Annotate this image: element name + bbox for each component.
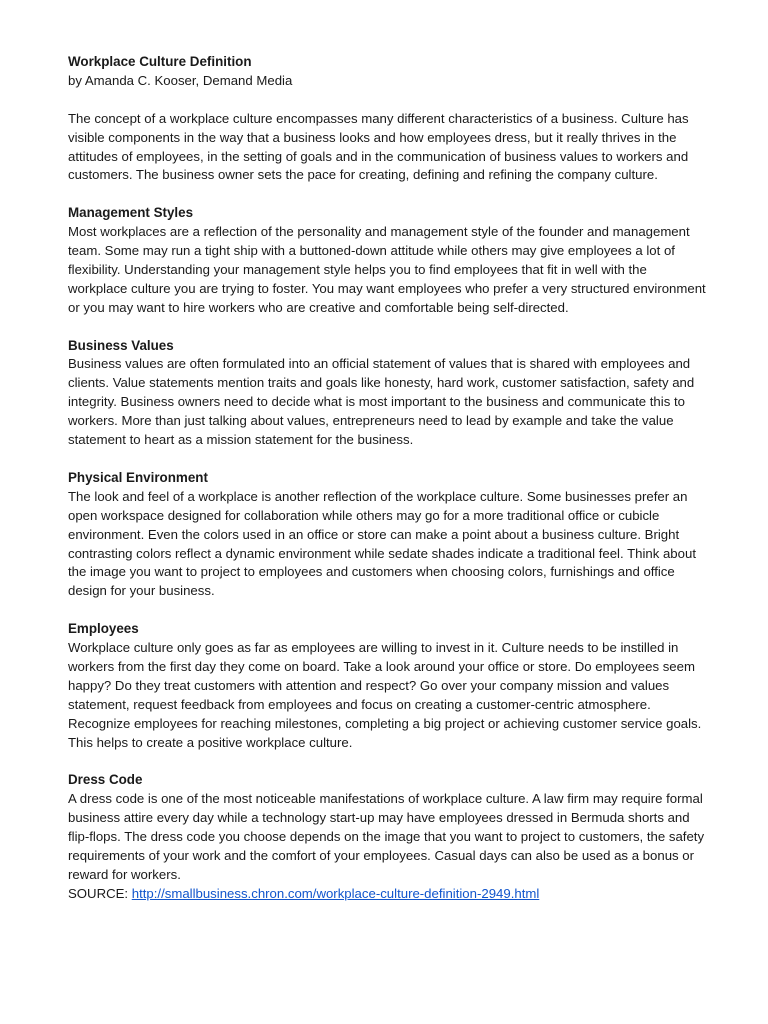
section-heading: Management Styles bbox=[68, 205, 194, 221]
document-byline: by Amanda C. Kooser, Demand Media bbox=[68, 72, 293, 88]
document-title: Workplace Culture Definition bbox=[68, 54, 252, 69]
section-business-values bbox=[68, 337, 708, 450]
source-line bbox=[68, 885, 708, 904]
section-body: Most workplaces are a reflection of the personality and management style of the founder and management team. Some may run a tight ship with a buttoned-down attitude while others may give employees a lot of flexibility. Understanding your management style helps you to find employees that fit in well with the workplace culture you are trying to foster. You may want employees who prefer a very structured environment or you may want to hire workers who are creative and comfortable being self-directed. bbox=[68, 224, 706, 315]
section-body: Workplace culture only goes as far as employees are willing to invest in it. Culture needs to be instilled in workers from the first day they come on board. Take a look around your office or store. Do employees seem happy? Do they treat customers with attention and respect? Go over your company mission and values statement, request feedback from employees and focus on creating a customer-centric atmosphere. Recognize employees for reaching milestones, completing a big project or achieving customer service goals. This helps to create a positive workplace culture. bbox=[68, 640, 702, 750]
section-body: A dress code is one of the most noticeable manifestations of workplace culture. A law firm may require formal business attire every day while a technology start-up may have employees dressed in Bermuda shorts and flip-flops. The dress code you choose depends on the image that you want to project to customers, the safety requirements of your work and the comfort of your employees. Casual days can also be used as a bonus or reward for workers. bbox=[68, 791, 705, 882]
section-heading: Dress Code bbox=[68, 772, 143, 788]
section-dress-code bbox=[68, 771, 708, 884]
section-physical-environment bbox=[68, 469, 708, 601]
section-employees bbox=[68, 620, 708, 752]
section-heading: Employees bbox=[68, 621, 139, 637]
section-body: The look and feel of a workplace is another reflection of the workplace culture. Some businesses prefer an open workspace designed for collaboration while others may go for a more traditional office or cubicle environment. Even the colors used in an office or store can make a point about a business culture. Bright contrasting colors reflect a dynamic environment while sedate shades indicate a traditional feel. Think about the image you want to project to employees and customers when choosing colors, furnishings and office design for your business. bbox=[68, 488, 696, 599]
section-heading: Business Values bbox=[68, 337, 174, 353]
source-label: SOURCE: bbox=[68, 885, 132, 901]
intro-paragraph: The concept of a workplace culture encompasses many different characteristics of a business. Culture has visible components in the way that a business looks and how employees dress, but it really thrives in the attitudes of employees, in the setting of goals and in the communication of business values to workers and customers. The business owner sets the pace for creating, defining and refining the company culture. bbox=[68, 110, 689, 183]
source-link[interactable]: http://smallbusiness.chron.com/workplace-culture-definition-2949.html bbox=[131, 885, 540, 901]
document-page bbox=[68, 53, 708, 904]
section-body: Business values are often formulated into an official statement of values that is shared with employees and clients. Value statements mention traits and goals like honesty, hard work, customer satisfaction, safety and integrity. Business owners need to decide what is most important to the business and communicate this to workers. More than just talking about values, entrepreneurs need to lead by example and take the value statement to heart as a mission statement for the business. bbox=[68, 356, 695, 448]
section-heading: Physical Environment bbox=[68, 469, 208, 485]
section-management-styles bbox=[68, 204, 708, 317]
